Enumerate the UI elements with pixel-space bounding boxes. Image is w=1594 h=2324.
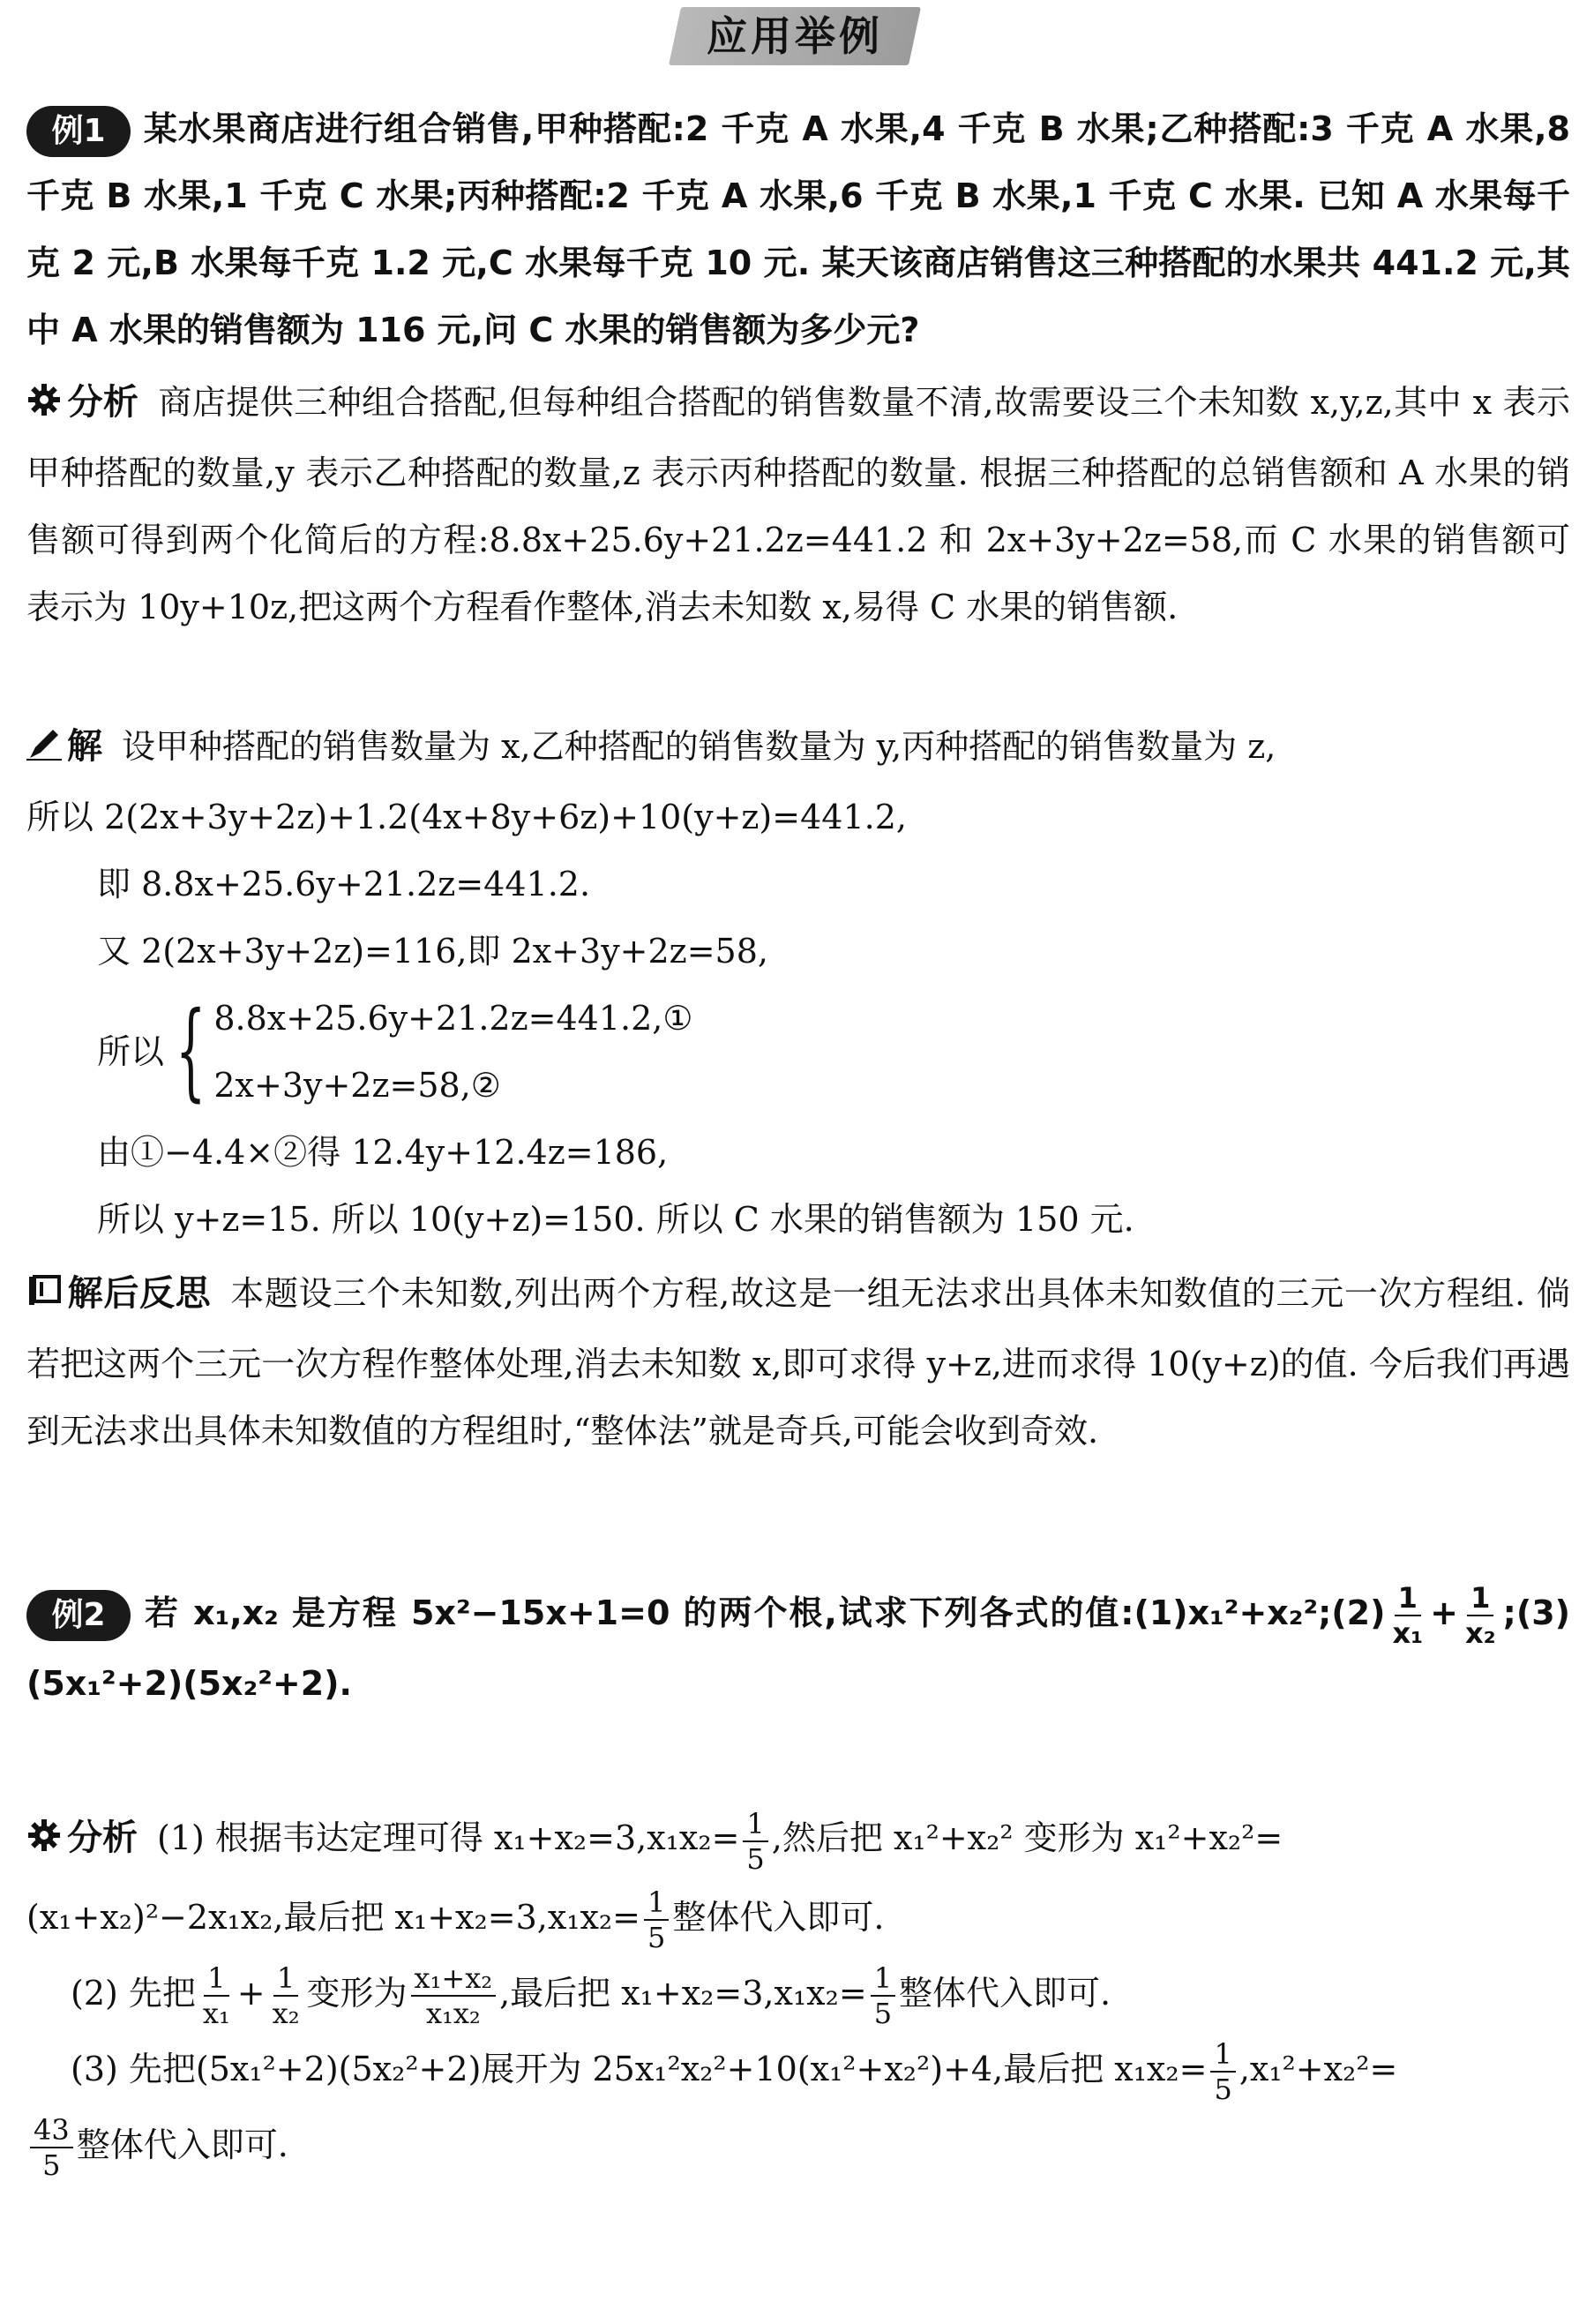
example2-problem-part1: 若 x₁,x₂ 是方程 5x²−15x+1=0 的两个根,试求下列各式的值:(1)x₁²+x₂²;(2) <box>143 1593 1386 1632</box>
fraction-one-over-x2: $\frac{1}{\text{x₂}}$ <box>272 1961 300 2030</box>
analysis-3-part2: ,x₁²+x₂²= <box>1239 2049 1398 2088</box>
example1-problem-block <box>26 95 1570 364</box>
example1-badge: 例1 <box>26 106 131 157</box>
example1-analysis-text: 商店提供三种组合搭配,但每种组合搭配的销售数量不清,故需要设三个未知数 x,y,z,其中 x 表示甲种搭配的数量,y 表示乙种搭配的数量,z 表示丙种搭配的数量. 根据三种搭配的总销售额和 A 水果的销售额可得到两个化简后的方程:8.8x+25.6y+21.2z=441.2 和 2x+3y+2z=58,而 C 水果的销售额可表示为 10y+10z,把这两个方程看作整体,消去未知数 x,易得 C 水果的销售额. <box>26 383 1570 626</box>
fraction-one-fifth: $\frac{1}{5}$ <box>1210 2037 1235 2106</box>
example2-badge: 例2 <box>26 1590 131 1641</box>
example1-analysis-block <box>26 369 1570 641</box>
analysis-2-part2: 变形为 <box>306 1973 408 2013</box>
gear-icon <box>26 372 62 439</box>
solution-line-2: 即 8.8x+25.6y+21.2z=441.2. <box>97 864 591 903</box>
example2-problem-part2: ;(3)(5x₁²+2)(5x₂²+2). <box>26 1593 1570 1703</box>
equation-system <box>26 985 1570 1119</box>
pencil-icon <box>26 716 62 783</box>
fraction-one-over-x1: $\frac{1}{\text{x₁}}$ <box>202 1961 230 2030</box>
analysis-1-part1: (1) 根据韦达定理可得 x₁+x₂=3,x₁x₂= <box>157 1818 740 1857</box>
section-title: 应用举例 <box>707 12 883 60</box>
analysis-1-line2-part2: 整体代入即可. <box>672 1897 885 1937</box>
example1-reflection-text: 本题设三个未知数,列出两个方程,故这是一组无法求出具体未知数值的三元一次方程组. 倘若把这两个三元一次方程作整体处理,消去未知数 x,即可求得 y+z,进而求得 10(y+z)的值. 今后我们再遇到无法求出具体未知数值的方程组时,“整体法”就是奇兵,可能会收到奇效. <box>26 1274 1570 1451</box>
analysis-1-part2: ,然后把 x₁²+x₂² 变形为 x₁²+x₂²= <box>771 1818 1283 1857</box>
fraction-43-over-5: $\frac{43}{5}$ <box>30 2113 73 2182</box>
analysis-1-line2-part1: (x₁+x₂)²−2x₁x₂,最后把 x₁+x₂=3,x₁x₂= <box>26 1897 640 1937</box>
example1-solution-intro: 设甲种搭配的销售数量为 x,乙种搭配的销售数量为 y,丙种搭配的销售数量为 z, <box>122 727 1276 766</box>
fraction-sum-over-product: $\frac{\text{x₁+x₂}}{\text{x₁x₂}}$ <box>411 1961 497 2030</box>
analysis-3-part3: 整体代入即可. <box>76 2125 288 2164</box>
solution-line-1: 所以 2(2x+3y+2z)+1.2(4x+8y+6z)+10(y+z)=441.2, <box>26 797 907 836</box>
solution-line-4: 由①−4.4×②得 12.4y+12.4z=186, <box>97 1132 669 1172</box>
fraction-one-fifth: $\frac{1}{5}$ <box>743 1807 767 1876</box>
solution-line-3: 又 2(2x+3y+2z)=116,即 2x+3y+2z=58, <box>97 931 768 971</box>
book-icon <box>26 1263 62 1331</box>
fraction-one-fifth: $\frac{1}{5}$ <box>644 1885 669 1954</box>
analysis-2-part3: ,最后把 x₁+x₂=3,x₁x₂= <box>499 1973 867 2013</box>
solution-line-5: 所以 y+z=15. 所以 10(y+z)=150. 所以 C 水果的销售额为 150 元. <box>97 1199 1134 1239</box>
left-brace: { <box>176 989 206 1113</box>
analysis-2-part4: 整体代入即可. <box>899 1973 1111 2013</box>
example1-solution-label: 解 <box>67 726 102 767</box>
example1-analysis-label: 分析 <box>67 382 139 423</box>
example2-problem-block: 例2 若 x₁,x₂ 是方程 5x²−15x+1=0 的两个根,试求下列各式的值:(1)x₁²+x₂²;(2) $\frac{1}{\text{x₁}}$ + $\frac{1}{\text{x₂}}$ ;(3)(5x₁²+2)(5x₂²+2). <box>26 1580 1570 1703</box>
example1-reflection-block <box>26 1260 1570 1465</box>
system-equation-2: 2x+3y+2z=58,② <box>213 1065 501 1105</box>
fraction-one-over-x2: $\frac{1}{\text{x₂}}$ <box>1464 1580 1496 1650</box>
example2-analysis-label: 分析 <box>67 1818 138 1858</box>
example1-problem-text: 某水果商店进行组合销售,甲种搭配:2 千克 A 水果,4 千克 B 水果;乙种搭配:3 千克 A 水果,8 千克 B 水果,1 千克 C 水果;丙种搭配:2 千克 A 水果,6 千克 B 水果,1 千克 C 水果. 已知 A 水果每千克 2 元,B 水果每千克 1.2 元,C 水果每千克 10 元. 某天该商店销售这三种搭配的水果共 441.2 元,其中 A 水果的销售额为 116 元,问 C 水果的销售额为多少元? <box>26 109 1570 349</box>
gear-icon <box>26 1803 62 1879</box>
system-equation-1: 8.8x+25.6y+21.2z=441.2,① <box>213 998 693 1038</box>
fraction-one-over-x1: $\frac{1}{\text{x₁}}$ <box>1392 1580 1424 1650</box>
analysis-2-part1: (2) 先把 <box>71 1973 196 2013</box>
example1-reflection-label: 解后反思 <box>67 1273 212 1314</box>
fraction-one-fifth: $\frac{1}{5}$ <box>871 1961 895 2030</box>
system-prefix: 所以 <box>97 1031 165 1071</box>
example1-solution-block <box>26 713 1570 1253</box>
example2-analysis-block: 分析 (1) 根据韦达定理可得 x₁+x₂=3,x₁x₂= $\frac{1}{5}$ ,然后把 x₁²+x₂² 变形为 x₁²+x₂²= (x₁+x₂)²−2x₁x₂,最后把 x₁+x₂=3,x₁x₂= $\frac{1}{5}$ 整体代入即可. (2) 先把 $\frac{1}{\text{x₁}}$ + $\frac{1}{\text{x₂}}$ 变形为 $\frac{\text{x₁+x₂}}{\text{x₁x₂}}$ ,最后把 x₁+x₂=3,x₁x₂= $\frac{1}{5}$ 整体代入即可. (3) 先把(5x₁²+2)(5x₂²+2)展开为 25x₁²x₂²+10(x₁²+x₂²)+4,最后把 x₁x₂= $\frac{1}{5}$ ,x₁²+x₂²= $\frac{43}{5}$ 整体代入即可. <box>26 1800 1570 2183</box>
analysis-3-part1: (3) 先把(5x₁²+2)(5x₂²+2)展开为 25x₁²x₂²+10(x₁²+x₂²)+4,最后把 x₁x₂= <box>71 2049 1208 2088</box>
